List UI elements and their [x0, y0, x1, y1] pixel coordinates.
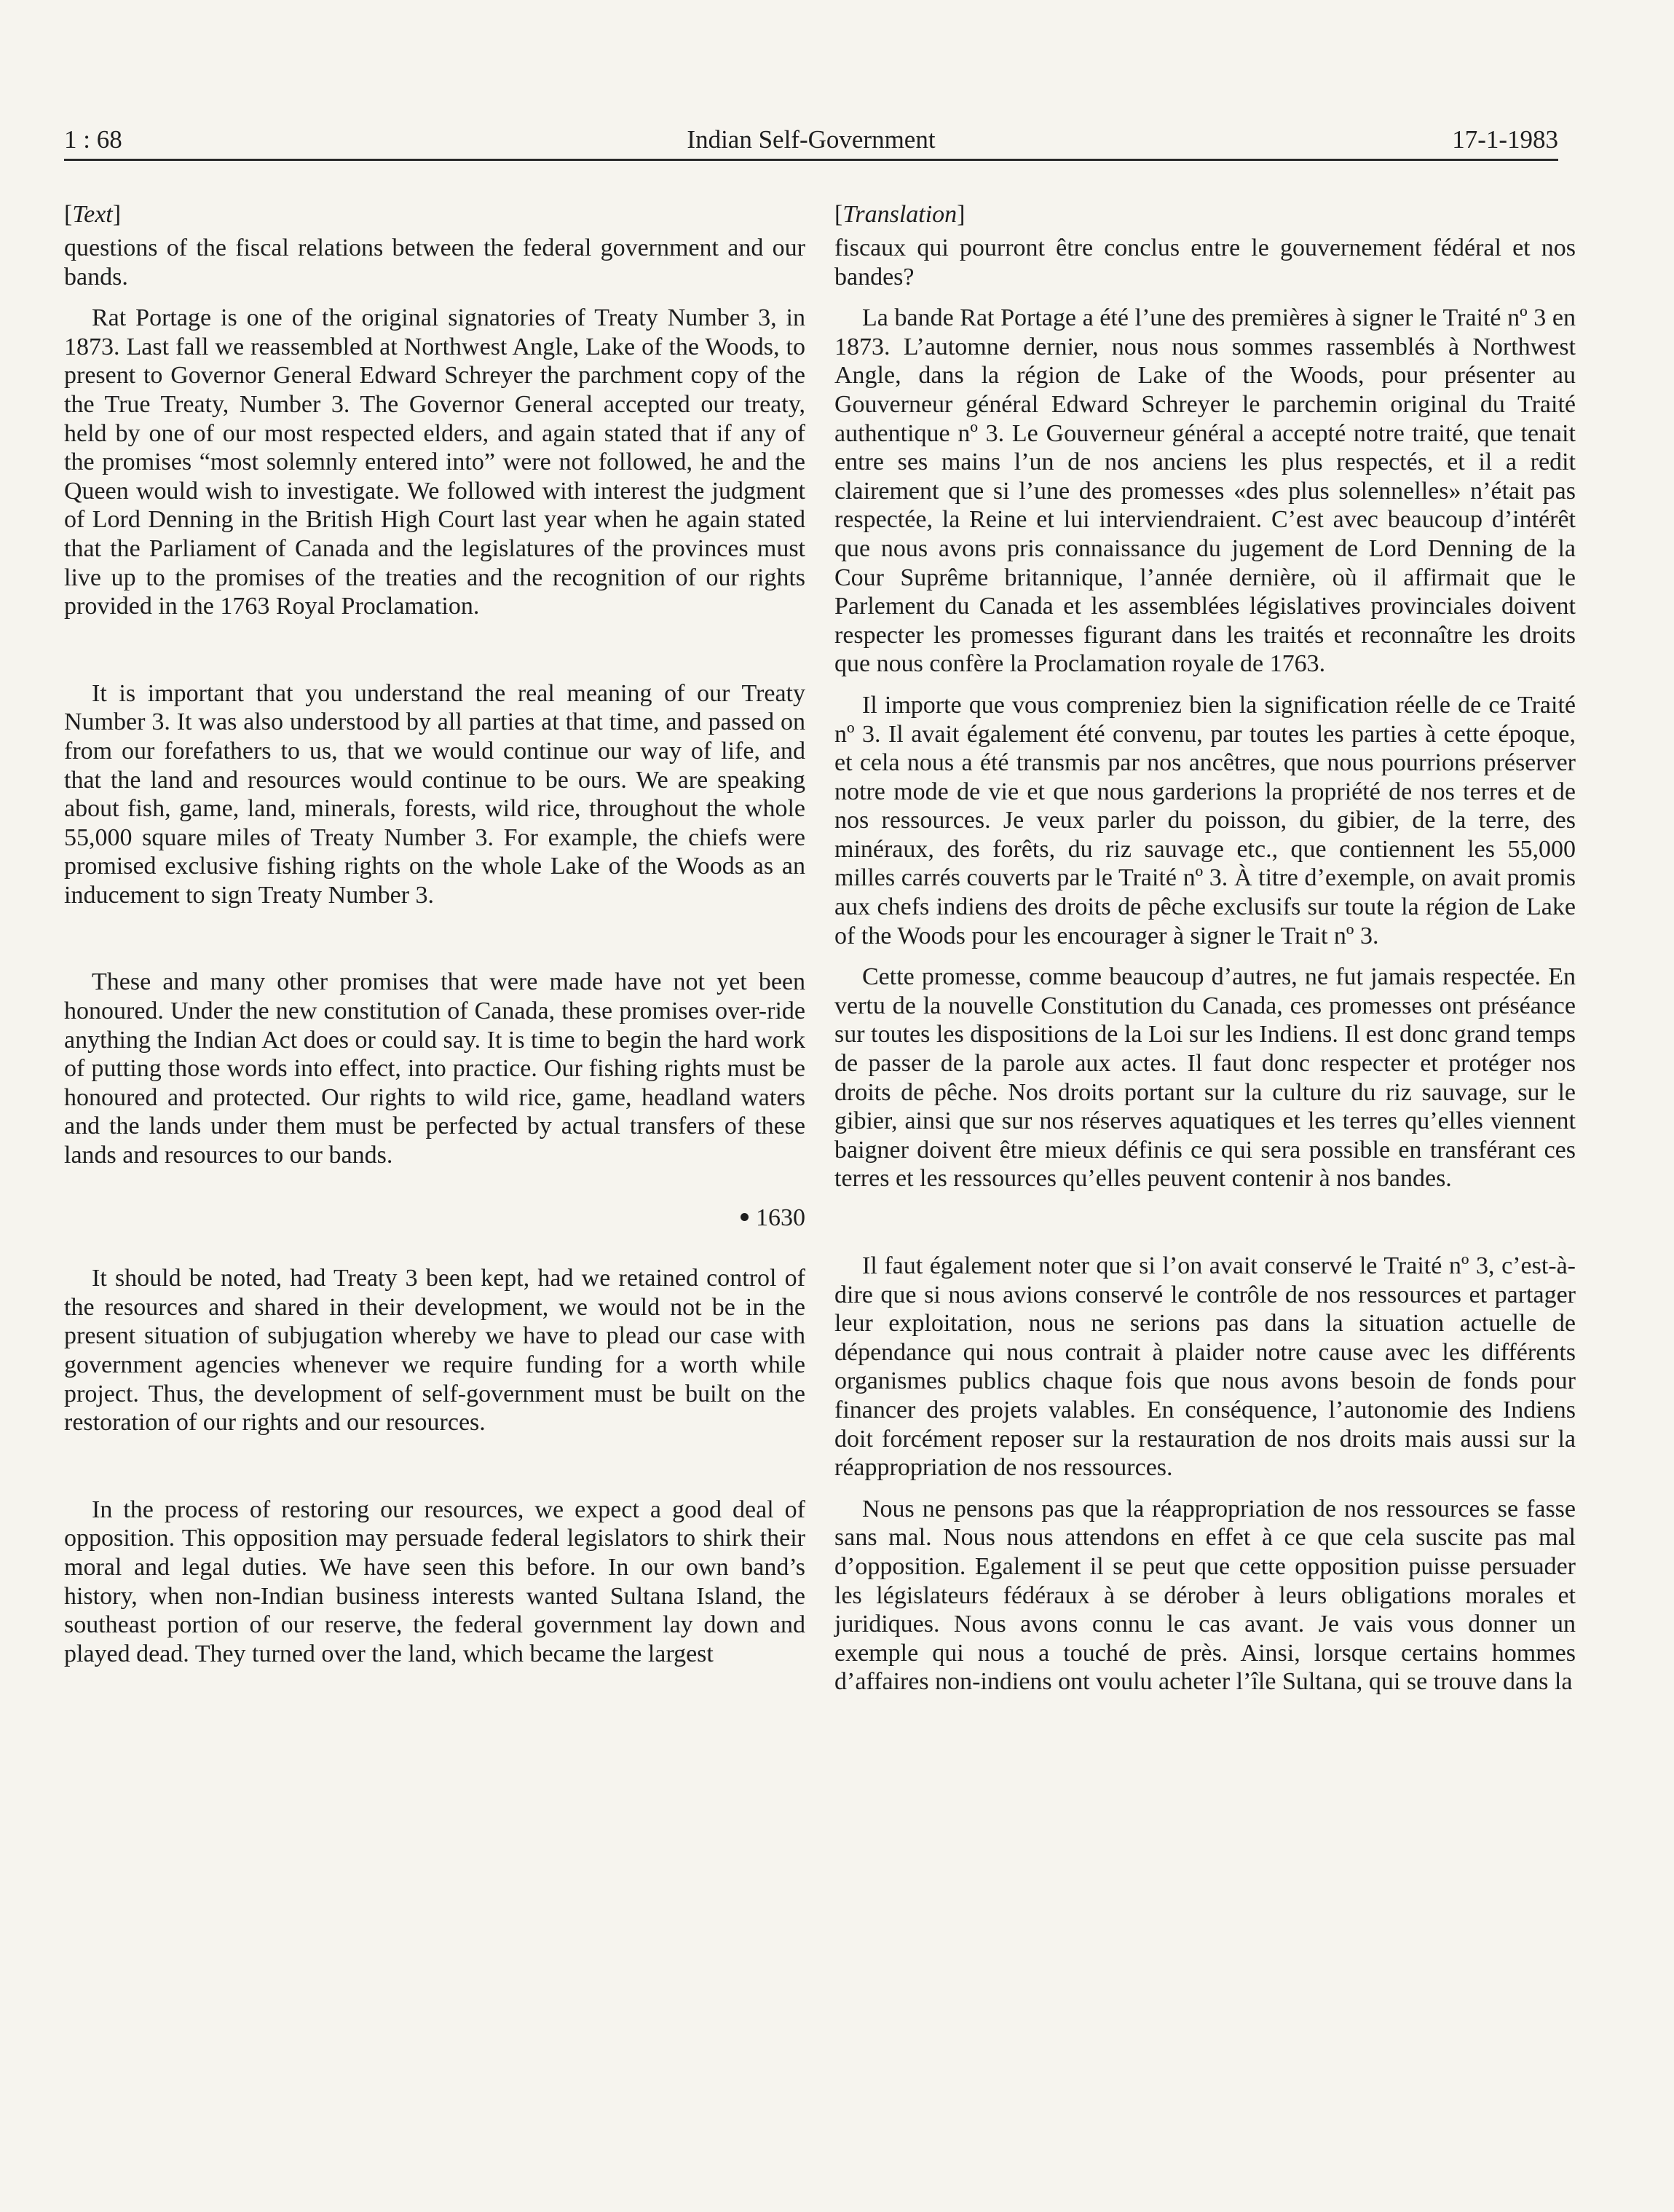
- paragraph: It is important that you understand the real meaning of our Treaty Number 3. It was also understood by all parties at that time, and passed on from our forefathers to us, that we would continue our way of life, and that the land and resources would continue to be ours. We are speaking about fish, game, land, minerals, forests, wild rice, throughout the whole 55,000 square miles of Treaty Number 3. For example, the chiefs were promised exclusive fishing rights on the whole Lake of the Woods as an inducement to sign Treaty Number 3.: [64, 679, 805, 909]
- paragraph: questions of the fiscal relations between the federal government and our bands.: [64, 234, 805, 291]
- paragraph: Nous ne pensons pas que la réappropriation de nos ressources se fasse sans mal. Nous nous attendons en effet à ce que cela suscite pas mal d’opposition. Egalement il se peut que cette opposition puisse persuader les législateurs fédéraux à se dérober à leurs obligations morales et juridiques. Nous avons connu le cas avant. Je vais vous donner un exemple qui nous a touché de près. Ainsi, lorsque certains hommes d’affaires non-indiens ont voulu acheter l’île Sultana, qui se trouve dans la: [834, 1495, 1576, 1696]
- paragraph: In the process of restoring our resources, we expect a good deal of opposition. This opposition may persuade federal legislators to shirk their moral and legal duties. We have seen this before. In our own band’s history, when non-Indian business interests wanted Sultana Island, the southeast portion of our reserve, the federal government lay down and played dead. They turned over the land, which became the largest: [64, 1496, 805, 1667]
- page-number: 1 : 68: [64, 125, 122, 154]
- column-label-text-word: Text: [72, 201, 113, 228]
- french-translation-column: [834, 200, 1576, 1696]
- paragraph: These and many other promises that were made have not yet been honoured. Under the new constitution of Canada, these promises over-ride anything the Indian Act does or could say. It is time to begin the hard work of putting those words into effect, into practice. Our fishing rights must be honoured and protected. Our rights to wild rice, game, headland waters and the lands under them must be perfected by actual transfers of these lands and resources to our bands.: [64, 968, 805, 1169]
- paragraph: It should be noted, had Treaty 3 been kept, had we retained control of the resources and shared in their development, we would not be in the present situation of subjugation whereby we have to plead our case with government agencies whenever we require funding for a worth while project. Thus, the development of self-government must be built on the restoration of our rights and our resources.: [64, 1265, 805, 1437]
- paragraph: fiscaux qui pourront être conclus entre le gouvernement fédéral et nos bandes?: [834, 234, 1576, 291]
- time-marker: [64, 1204, 805, 1233]
- time-marker-value: 1630: [756, 1204, 805, 1231]
- bullet-icon: [741, 1213, 749, 1221]
- column-label-text: [Text]: [64, 201, 122, 228]
- column-label-translation: [Translation]: [834, 201, 966, 228]
- paragraph: La bande Rat Portage a été l’une des premières à signer le Traité nº 3 en 1873. L’automne dernier, nous nous sommes rassemblés à Northwest Angle, dans la région de Lake of the Woods, pour présenter au Gouverneur général Edward Schreyer le parchemin original du Traité authentique nº 3. Le Gouverneur général a accepté notre traité, que tenait entre ses mains l’un de nos anciens les plus respectés, et il a redit clairement que si l’une des promesses «des plus solennelles» n’était pas respectée, la Reine et lui interviendraient. C’est avec beaucoup d’intérêt que nous avons pris connaissance du jugement de Lord Denning de la Cour Suprême britannique, l’année dernière, où il affirmait que le Parlement du Canada et les assemblées législatives provinciales doivent respecter les promesses figurant dans les traités et reconnaître les droits que nous confère la Proclamation royale de 1763.: [834, 304, 1576, 678]
- paragraph: Cette promesse, comme beaucoup d’autres, ne fut jamais respectée. En vertu de la nouvelle Constitution du Canada, ces promesses ont préséance sur toutes les dispositions de la Loi sur les Indiens. Il est donc grand temps de passer de la parole aux actes. Il faut donc respecter et protéger nos droits de pêche. Nos droits portant sur la culture du riz sauvage, sur le gibier, ainsi que sur nos réserves aquatiques et les terres qu’elles viennent baigner doivent être mieux définis ce qui sera possible en transférant ces terres et les ressources qu’elles peuvent contenir à nos bandes.: [834, 963, 1576, 1193]
- running-title: Indian Self-Government: [687, 125, 936, 154]
- english-text-column: [64, 200, 805, 1668]
- paragraph: Rat Portage is one of the original signatories of Treaty Number 3, in 1873. Last fall we reassembled at Northwest Angle, Lake of the Woods, to present to Governor General Edward Schreyer the parchment copy of the the True Treaty, Number 3. The Governor General accepted our treaty, held by one of our most respected elders, and again stated that if any of the promises “most solemnly entered into” were not followed, he and the Queen would wish to investigate. We followed with interest the judgment of Lord Denning in the British High Court last year when he again stated that the Parliament of Canada and the legislatures of the provinces must live up to the promises of the treaties and the recognition of our rights provided in the 1763 Royal Proclamation.: [64, 304, 805, 620]
- paragraph: Il faut également noter que si l’on avait conservé le Traité nº 3, c’est-à-dire que si nous avions conservé le contrôle de nos ressources et partager leur exploitation, nous ne serions pas dans la situation actuelle de dépendance qui nous contrait à plaider notre cause avec les différents organismes publics chaque fois que nous avons besoin de fonds pour financer des projets valables. En conséquence, l’autonomie des Indiens doit forcément reposer sur la restauration de nos droits mais aussi sur la réappropriation de nos ressources.: [834, 1252, 1576, 1482]
- column-label-translation-word: Translation: [842, 201, 958, 228]
- sitting-date: 17-1-1983: [1452, 125, 1558, 154]
- page-header: [64, 122, 1558, 161]
- paragraph: Il importe que vous compreniez bien la signification réelle de ce Traité nº 3. Il avait également été convenu, par toutes les parties à cette époque, et cela nous a été transmis par nos ancêtres, que nous pourrions préserver notre mode de vie et que nous garderions la propriété de nos terres et de nos ressources. Je veux parler du poisson, du gibier, de la terre, des minéraux, des forêts, du riz sauvage etc., que contiennent les 55,000 milles carrés couverts par le Traité nº 3. À titre d’exemple, on avait promis aux chefs indiens des droits de pêche exclusifs sur toute la région de Lake of the Woods pour les encourager à signer le Trait nº 3.: [834, 691, 1576, 949]
